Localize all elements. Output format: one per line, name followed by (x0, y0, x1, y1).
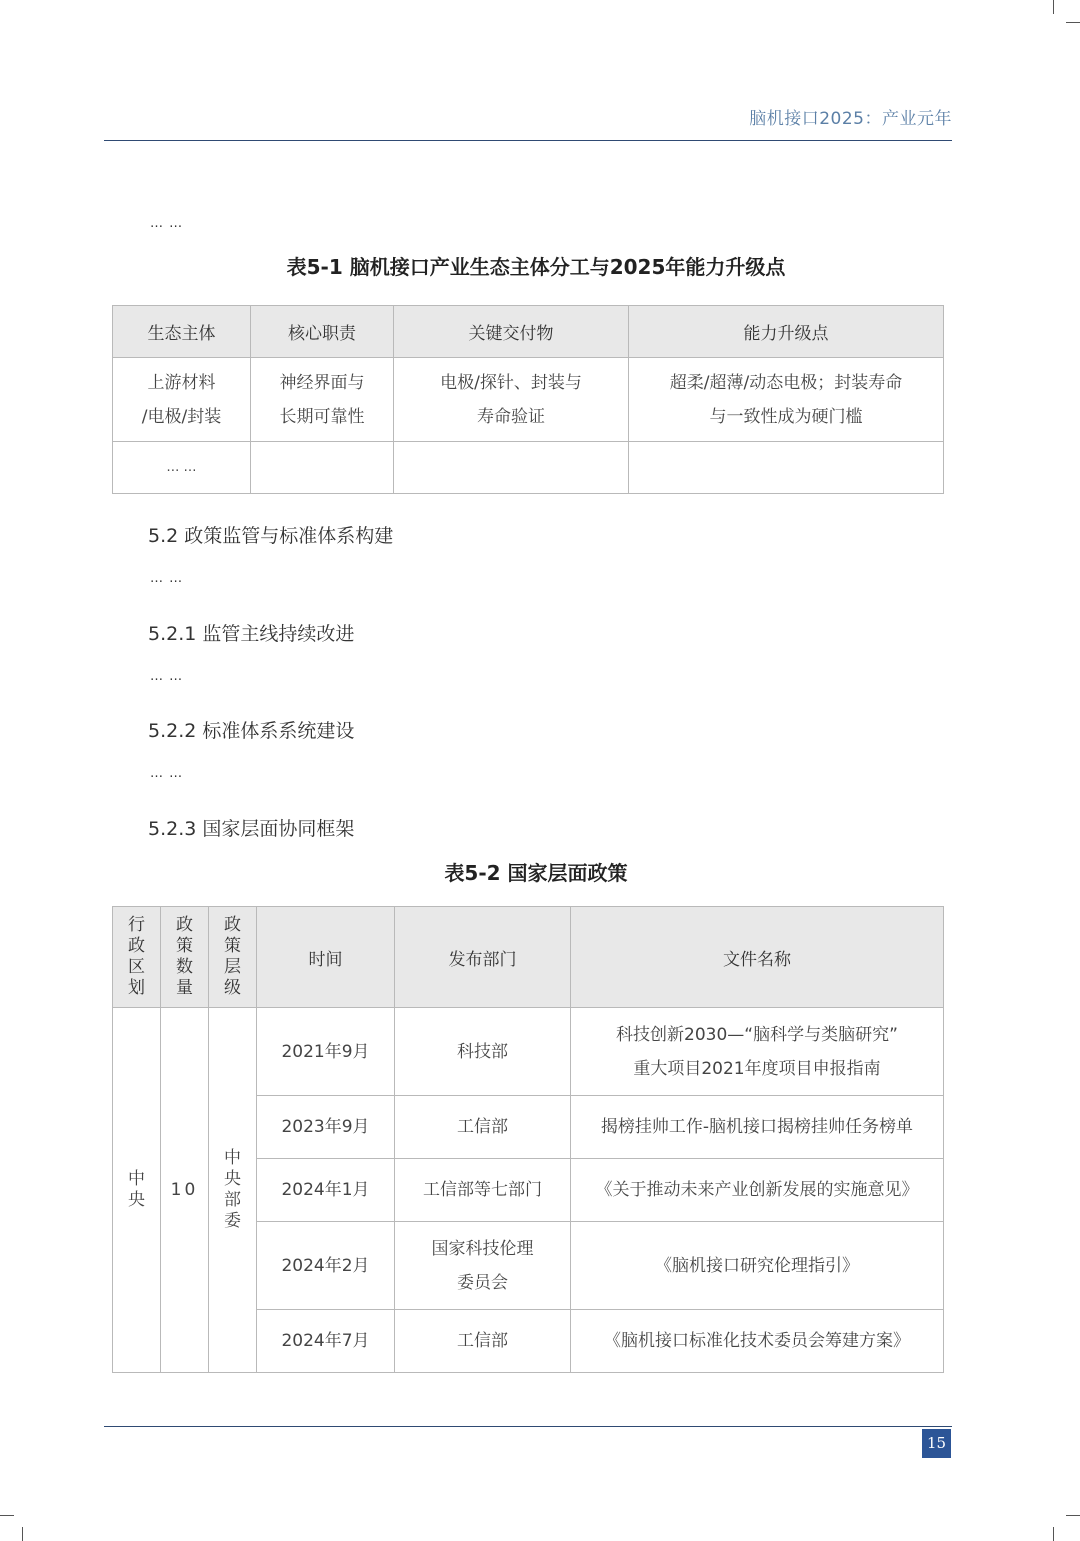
heading-5-2-2: 5.2.2 标准体系系统建设 (148, 720, 355, 742)
table2-cell-level (209, 1008, 257, 1373)
table1-cell-entity (113, 358, 251, 442)
table1-cell-empty (394, 442, 629, 494)
table2-cell-department: 科技部 (395, 1008, 571, 1096)
header-rule (104, 140, 952, 141)
crop-mark (1053, 0, 1054, 14)
crop-mark (0, 1515, 14, 1516)
table2-cell-document: 《脑机接口标准化技术委员会筹建方案》 (571, 1310, 944, 1373)
ellipsis-text: … … (150, 216, 184, 231)
table2-cell-time: 2021年9月 (257, 1008, 395, 1096)
table1-cell-empty (629, 442, 944, 494)
crop-mark (1066, 22, 1080, 23)
cell-line: 电极/探针、封装与 (440, 372, 582, 393)
table2-cell-document: 《脑机接口研究伦理指引》 (571, 1222, 944, 1310)
table1-header-duty: 核心职责 (251, 306, 394, 358)
table2-cell-time: 2024年2月 (257, 1222, 395, 1310)
cell-line: 与一致性成为硬门槛 (709, 406, 863, 427)
table2-cell-document: 《关于推动未来产业创新发展的实施意见》 (571, 1159, 944, 1222)
heading-5-2-1: 5.2.1 监管主线持续改进 (148, 623, 355, 645)
cell-line: 长期可靠性 (279, 406, 365, 427)
crop-mark (22, 1527, 23, 1541)
table1-cell-upgrade (629, 358, 944, 442)
table2-header-time: 时间 (257, 907, 395, 1008)
header-text: 行政区划 (128, 915, 145, 998)
cell-text: 中央部委 (224, 1148, 241, 1231)
cell-line: 超柔/超薄/动态电极；封装寿命 (669, 372, 903, 393)
table2-cell-department (395, 1222, 571, 1310)
table1-header-entity: 生态主体 (113, 306, 251, 358)
cell-line: 科技创新2030—“脑科学与类脑研究” (616, 1024, 898, 1045)
table2-cell-document (571, 1008, 944, 1096)
running-head: 脑机接口2025：产业元年 (749, 109, 952, 129)
table-row (113, 358, 944, 442)
table-5-1 (112, 305, 944, 494)
header-text: 政策层级 (224, 915, 241, 998)
table-row (113, 1008, 944, 1096)
cell-line: 上游材料 (147, 372, 216, 393)
cell-line: 委员会 (457, 1272, 508, 1293)
table2-cell-document: 揭榜挂帅工作-脑机接口揭榜挂帅任务榜单 (571, 1096, 944, 1159)
table2-cell-department: 工信部 (395, 1096, 571, 1159)
table1-cell-ellipsis: … … (113, 442, 251, 494)
heading-5-2-3: 5.2.3 国家层面协同框架 (148, 818, 355, 840)
table1-header-upgrade: 能力升级点 (629, 306, 944, 358)
cell-line: 国家科技伦理 (431, 1238, 534, 1259)
table1-cell-duty (251, 358, 394, 442)
heading-5-2: 5.2 政策监管与标准体系构建 (148, 525, 394, 547)
table2-cell-region (113, 1008, 161, 1373)
table2-cell-time: 2024年7月 (257, 1310, 395, 1373)
table2-header-region (113, 907, 161, 1008)
header-text: 政策数量 (176, 915, 193, 998)
table1-cell-empty (251, 442, 394, 494)
table2-header-document: 文件名称 (571, 907, 944, 1008)
ellipsis-text: … … (150, 766, 184, 781)
cell-line: 神经界面与 (279, 372, 365, 393)
cell-text: 中央 (128, 1169, 145, 1210)
cell-line: 寿命验证 (477, 406, 545, 427)
table2-cell-department: 工信部 (395, 1310, 571, 1373)
table-5-2 (112, 906, 944, 1373)
footer-rule (104, 1426, 952, 1427)
cell-line: /电极/封装 (141, 406, 222, 427)
table2-cell-time: 2024年1月 (257, 1159, 395, 1222)
table-row (113, 442, 944, 494)
crop-mark (1066, 1515, 1080, 1516)
ellipsis-text: … … (150, 571, 184, 586)
table2-caption: 表5-2 国家层面政策 (444, 861, 628, 885)
table2-header-count (161, 907, 209, 1008)
ellipsis-text: … … (150, 669, 184, 684)
table2-header-department: 发布部门 (395, 907, 571, 1008)
table1-cell-deliverable (394, 358, 629, 442)
crop-mark (1053, 1527, 1054, 1541)
table1-header-deliverable: 关键交付物 (394, 306, 629, 358)
table2-cell-time: 2023年9月 (257, 1096, 395, 1159)
cell-line: 重大项目2021年度项目申报指南 (633, 1058, 881, 1079)
page-number: 15 (922, 1429, 951, 1458)
table2-cell-department: 工信部等七部门 (395, 1159, 571, 1222)
table1-caption: 表5-1 脑机接口产业生态主体分工与2025年能力升级点 (286, 255, 786, 279)
table2-header-level (209, 907, 257, 1008)
table2-cell-count: 10 (161, 1008, 209, 1373)
